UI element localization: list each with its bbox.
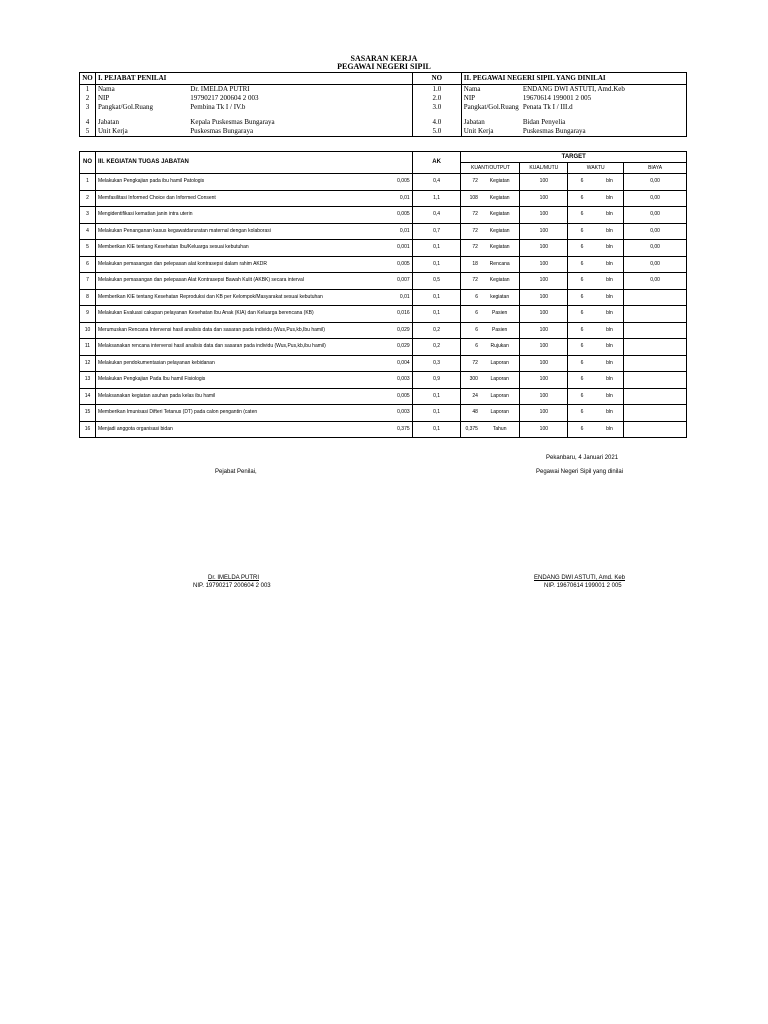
right-signer-name: ENDANG DWI ASTUTI, Amd. Keb: [534, 575, 626, 581]
pejabat-row-value: Dr. IMELDA PUTRI: [188, 85, 412, 95]
pegawai-row-value: Penata Tk I / III.d: [522, 103, 573, 111]
document-subtitle: PEGAWAI NEGERI SIPIL: [337, 62, 431, 71]
task-quality: 100: [520, 388, 568, 405]
task-quality: 100: [520, 306, 568, 323]
task-time: 6: [568, 306, 596, 323]
task-time: 6: [568, 322, 596, 339]
task-ak: 0,5: [412, 273, 461, 290]
task-row: [80, 174, 687, 191]
task-no: 15: [80, 405, 96, 422]
task-unit: Laporan: [480, 388, 520, 405]
task-time-unit: bln: [596, 355, 624, 372]
task-time-unit: bln: [596, 306, 624, 323]
task-no: 13: [80, 372, 96, 389]
task-description: Memberikan KIE tentang Kesehatan Ibu/Keluarga sesuai kebutuhan: [95, 240, 373, 257]
pegawai-row-no: 2.0: [412, 94, 461, 103]
task-unit: Kegiatan: [480, 273, 520, 290]
task-quality: 100: [520, 256, 568, 273]
pejabat-row-no: 4: [80, 118, 96, 127]
task-no-header: NO: [80, 152, 96, 174]
task-quantity: 6: [461, 339, 480, 356]
pejabat-row-label: Unit Kerja: [97, 127, 128, 135]
task-ak-unit: 0,016: [373, 306, 412, 323]
task-quality: 100: [520, 174, 568, 191]
task-quality: 100: [520, 339, 568, 356]
task-time-unit: bln: [596, 322, 624, 339]
task-ak-unit: 0,001: [373, 240, 412, 257]
pejabat-row-value: Puskesmas Bungaraya: [188, 127, 412, 137]
pegawai-row-label: Unit Kerja: [463, 127, 494, 135]
task-description: Merumuskan Rencana Intervensi hasil analisis data dan sasaran pada individu (Wus,Pus,kb,Ibu hamil): [95, 322, 373, 339]
task-unit: Kegiatan: [480, 190, 520, 207]
task-time: 6: [568, 190, 596, 207]
task-cost: [624, 421, 687, 438]
task-no: 16: [80, 421, 96, 438]
task-unit: Laporan: [480, 372, 520, 389]
task-unit: Pasien: [480, 306, 520, 323]
task-description: Melakukan pendokumentasian pelayanan kebidanan: [95, 355, 373, 372]
task-quantity: 6: [461, 322, 480, 339]
task-ak: 0,1: [412, 405, 461, 422]
right-signer-nip: NIP. 19670614 199001 2 005: [544, 583, 622, 589]
task-no: 12: [80, 355, 96, 372]
task-unit: Kegiatan: [480, 174, 520, 191]
task-ak: 1,1: [412, 190, 461, 207]
task-quantity: 72: [461, 355, 480, 372]
task-quantity: 0,375: [461, 421, 480, 438]
task-time-unit: bln: [596, 190, 624, 207]
task-time: 6: [568, 355, 596, 372]
task-time: 6: [568, 273, 596, 290]
pegawai-row-no: 1.0: [412, 85, 461, 95]
right-signer-role: Pegawai Negeri Sipil yang dinilai: [536, 469, 624, 475]
task-ak: 0,2: [412, 339, 461, 356]
task-quality: 100: [520, 207, 568, 224]
task-time-unit: bln: [596, 174, 624, 191]
task-cost: [624, 372, 687, 389]
pegawai-row-no: 5.0: [412, 127, 461, 137]
task-row: [80, 306, 687, 323]
task-time-unit: bln: [596, 240, 624, 257]
task-unit: Laporan: [480, 355, 520, 372]
task-biaya-header: BIAYA: [624, 163, 687, 174]
task-time: 6: [568, 174, 596, 191]
task-activity-header: III. KEGIATAN TUGAS JABATAN: [95, 152, 412, 174]
task-unit: Rujukan: [480, 339, 520, 356]
task-description: Mengidentifikasi kematian janin intra uterin: [95, 207, 373, 224]
task-quality: 100: [520, 421, 568, 438]
pejabat-row-value: Pembina Tk I / IV.b: [188, 103, 412, 112]
task-description: Memfasilitasi Informed Choice dan Informed Consent: [95, 190, 373, 207]
task-quality: 100: [520, 322, 568, 339]
task-ak: 0,1: [412, 289, 461, 306]
task-no: 9: [80, 306, 96, 323]
task-description: Melakukan Evaluasi cakupan pelayanan Kesehatan Ibu Anak (KIA) dan Keluarga berencana (KB): [95, 306, 373, 323]
identity-table: [79, 72, 687, 137]
left-signer-role: Pejabat Penilai,: [215, 469, 257, 475]
task-row: [80, 355, 687, 372]
pejabat-row-no: 3: [80, 103, 96, 112]
task-ak: 0,1: [412, 421, 461, 438]
task-ak: 0,9: [412, 372, 461, 389]
task-ak: 0,2: [412, 322, 461, 339]
task-cost: 0,00: [624, 223, 687, 240]
task-quantity: 72: [461, 240, 480, 257]
task-time: 6: [568, 289, 596, 306]
task-no: 3: [80, 207, 96, 224]
task-cost: [624, 388, 687, 405]
left-signer-nip: NIP. 19790217 200604 2 003: [193, 583, 271, 589]
task-ak-unit: 0,005: [373, 207, 412, 224]
task-description: Melakukan Pengkajian pada ibu hamil Patologis: [95, 174, 373, 191]
task-time-unit: bln: [596, 223, 624, 240]
task-description: Melakukan pemasangan dan pelepasan Alat Kontrasepsi Bawah Kulit (AKBK) secara interval: [95, 273, 373, 290]
pejabat-no-header: NO: [80, 73, 96, 85]
pegawai-row-no: 4.0: [412, 118, 461, 127]
task-no: 10: [80, 322, 96, 339]
task-table: [79, 151, 687, 438]
task-cost: 0,00: [624, 256, 687, 273]
task-time: 6: [568, 405, 596, 422]
task-time: 6: [568, 388, 596, 405]
pejabat-row-no: 1: [80, 85, 96, 95]
task-ak-unit: 0,004: [373, 355, 412, 372]
pejabat-row-label: Pangkat/Gol.Ruang: [97, 103, 154, 111]
task-quantity: 300: [461, 372, 480, 389]
pegawai-row-label: Nama: [463, 85, 481, 93]
pegawai-header: II. PEGAWAI NEGERI SIPIL YANG DINILAI: [461, 73, 686, 85]
task-quality: 100: [520, 405, 568, 422]
task-ak-unit: 0,01: [373, 223, 412, 240]
task-description: Memberikan KIE tentang Kesehatan Reproduksi dan KB per Kelompok/Masyarakat sesuai kebutuhan: [95, 289, 373, 306]
task-time: 6: [568, 372, 596, 389]
task-ak-header: AK: [412, 152, 461, 174]
task-unit: Laporan: [480, 405, 520, 422]
task-waktu-header: WAKTU: [568, 163, 624, 174]
task-no: 2: [80, 190, 96, 207]
task-quantity: 24: [461, 388, 480, 405]
task-ak: 0,1: [412, 306, 461, 323]
task-no: 8: [80, 289, 96, 306]
task-time-unit: bln: [596, 421, 624, 438]
task-cost: 0,00: [624, 207, 687, 224]
task-quantity: 6: [461, 306, 480, 323]
task-time-unit: bln: [596, 207, 624, 224]
task-no: 5: [80, 240, 96, 257]
task-row: [80, 207, 687, 224]
task-ak: 0,1: [412, 240, 461, 257]
pejabat-row-value: 19790217 200604 2 003: [188, 94, 412, 103]
task-ak-unit: 0,029: [373, 339, 412, 356]
task-description: Memberikan Imunisasi Difteri Tetanus (DT) pada calon pengantin (caten: [95, 405, 373, 422]
task-kual-header: KUAL/MUTU: [520, 163, 568, 174]
place-date: Pekanbaru, 4 Januari 2021: [546, 455, 619, 461]
task-ak: 0,1: [412, 388, 461, 405]
task-unit: Tahun: [480, 421, 520, 438]
task-ak: 0,4: [412, 207, 461, 224]
task-quantity: 72: [461, 273, 480, 290]
pejabat-row-label: Jabatan: [97, 118, 119, 126]
left-signer-name: Dr. IMELDA PUTRI: [208, 575, 260, 581]
pegawai-row-value: ENDANG DWI ASTUTI, Amd.Keb: [522, 85, 625, 93]
task-no: 7: [80, 273, 96, 290]
pejabat-row-label: NIP: [97, 94, 110, 102]
task-quality: 100: [520, 355, 568, 372]
task-unit: Kegiatan: [480, 223, 520, 240]
task-time: 6: [568, 339, 596, 356]
task-time: 6: [568, 207, 596, 224]
task-quality: 100: [520, 289, 568, 306]
task-row: [80, 339, 687, 356]
task-unit: kegiatan: [480, 289, 520, 306]
task-row: [80, 421, 687, 438]
task-unit: Kegiatan: [480, 240, 520, 257]
task-cost: [624, 322, 687, 339]
task-quantity: 72: [461, 207, 480, 224]
task-cost: 0,00: [624, 273, 687, 290]
task-no: 14: [80, 388, 96, 405]
task-rows: [80, 174, 687, 438]
task-ak-unit: 0,005: [373, 388, 412, 405]
task-cost: 0,00: [624, 174, 687, 191]
task-quality: 100: [520, 223, 568, 240]
task-row: [80, 388, 687, 405]
task-unit: Rencana: [480, 256, 520, 273]
task-no: 6: [80, 256, 96, 273]
task-time-unit: bln: [596, 405, 624, 422]
pegawai-row-value: Puskesmas Bungaraya: [522, 127, 586, 135]
task-quality: 100: [520, 240, 568, 257]
task-time-unit: bln: [596, 339, 624, 356]
pegawai-row-label: Pangkat/Gol.Ruang: [463, 103, 519, 111]
task-ak: 0,7: [412, 223, 461, 240]
task-unit: Pasien: [480, 322, 520, 339]
task-no: 4: [80, 223, 96, 240]
task-ak-unit: 0,029: [373, 322, 412, 339]
pegawai-row-value: 19670614 199001 2 005: [522, 94, 592, 102]
task-time-unit: bln: [596, 372, 624, 389]
task-time: 6: [568, 421, 596, 438]
task-description: Melaksanakan kegiatan asuhan pada kelas ibu hamil: [95, 388, 373, 405]
pejabat-row-no: 2: [80, 94, 96, 103]
task-row: [80, 256, 687, 273]
task-quantity: 108: [461, 190, 480, 207]
pegawai-row-value: Bidan Penyelia: [522, 118, 566, 126]
task-quantity: 6: [461, 289, 480, 306]
task-cost: [624, 355, 687, 372]
pegawai-row-label: Jabatan: [463, 118, 485, 126]
task-ak-unit: 0,003: [373, 405, 412, 422]
task-cost: [624, 339, 687, 356]
pegawai-no-header: NO: [412, 73, 461, 85]
task-ak-unit: 0,005: [373, 174, 412, 191]
task-cost: [624, 306, 687, 323]
document-title: SASARAN KERJA: [350, 54, 418, 63]
task-ak-unit: 0,375: [373, 421, 412, 438]
task-row: [80, 289, 687, 306]
task-time: 6: [568, 223, 596, 240]
task-description: Melaksanakan rencana intervensi hasil analisis data dan sasaran pada individu (Wus,Pus,kb,ibu hamil): [95, 339, 373, 356]
task-target-header: TARGET: [461, 152, 687, 163]
task-quality: 100: [520, 273, 568, 290]
task-kuant-header: KUANT/OUTPUT: [461, 163, 520, 174]
task-row: [80, 240, 687, 257]
task-time-unit: bln: [596, 388, 624, 405]
task-quality: 100: [520, 372, 568, 389]
task-cost: [624, 289, 687, 306]
task-quantity: 72: [461, 174, 480, 191]
task-ak: 0,4: [412, 174, 461, 191]
task-cost: 0,00: [624, 190, 687, 207]
pejabat-header: I. PEJABAT PENILAI: [95, 73, 412, 85]
task-quantity: 72: [461, 223, 480, 240]
task-time: 6: [568, 240, 596, 257]
pejabat-row-value: Kepala Puskesmas Bungaraya: [188, 118, 412, 127]
task-quantity: 18: [461, 256, 480, 273]
task-row: [80, 372, 687, 389]
task-unit: Kegiatan: [480, 207, 520, 224]
task-no: 11: [80, 339, 96, 356]
task-time: 6: [568, 256, 596, 273]
task-quality: 100: [520, 190, 568, 207]
task-cost: [624, 405, 687, 422]
task-quantity: 48: [461, 405, 480, 422]
task-row: [80, 273, 687, 290]
pegawai-row-label: NIP: [463, 94, 476, 102]
task-cost: 0,00: [624, 240, 687, 257]
task-no: 1: [80, 174, 96, 191]
task-ak-unit: 0,007: [373, 273, 412, 290]
task-description: Melakukan Penanganan kasus kegawatdaruratan maternal dengan kolaborasi: [95, 223, 373, 240]
task-time-unit: bln: [596, 256, 624, 273]
task-row: [80, 322, 687, 339]
task-ak: 0,3: [412, 355, 461, 372]
task-time-unit: bln: [596, 273, 624, 290]
pegawai-row-no: 3.0: [412, 103, 461, 112]
pejabat-row-no: 5: [80, 127, 96, 137]
task-ak-unit: 0,01: [373, 289, 412, 306]
task-row: [80, 223, 687, 240]
task-ak: 0,1: [412, 256, 461, 273]
task-row: [80, 190, 687, 207]
task-description: Menjadi anggota organisasi bidan: [95, 421, 373, 438]
pejabat-row-label: Nama: [97, 85, 115, 93]
task-ak-unit: 0,005: [373, 256, 412, 273]
task-description: Melakukan pemasangan dan pelepasan alat kontrasepsi dalam rahim AKDR: [95, 256, 373, 273]
task-description: Melakukan Pengkajian Pada Ibu hamil Fisiologis: [95, 372, 373, 389]
task-time-unit: bln: [596, 289, 624, 306]
task-row: [80, 405, 687, 422]
task-ak-unit: 0,01: [373, 190, 412, 207]
task-ak-unit: 0,003: [373, 372, 412, 389]
